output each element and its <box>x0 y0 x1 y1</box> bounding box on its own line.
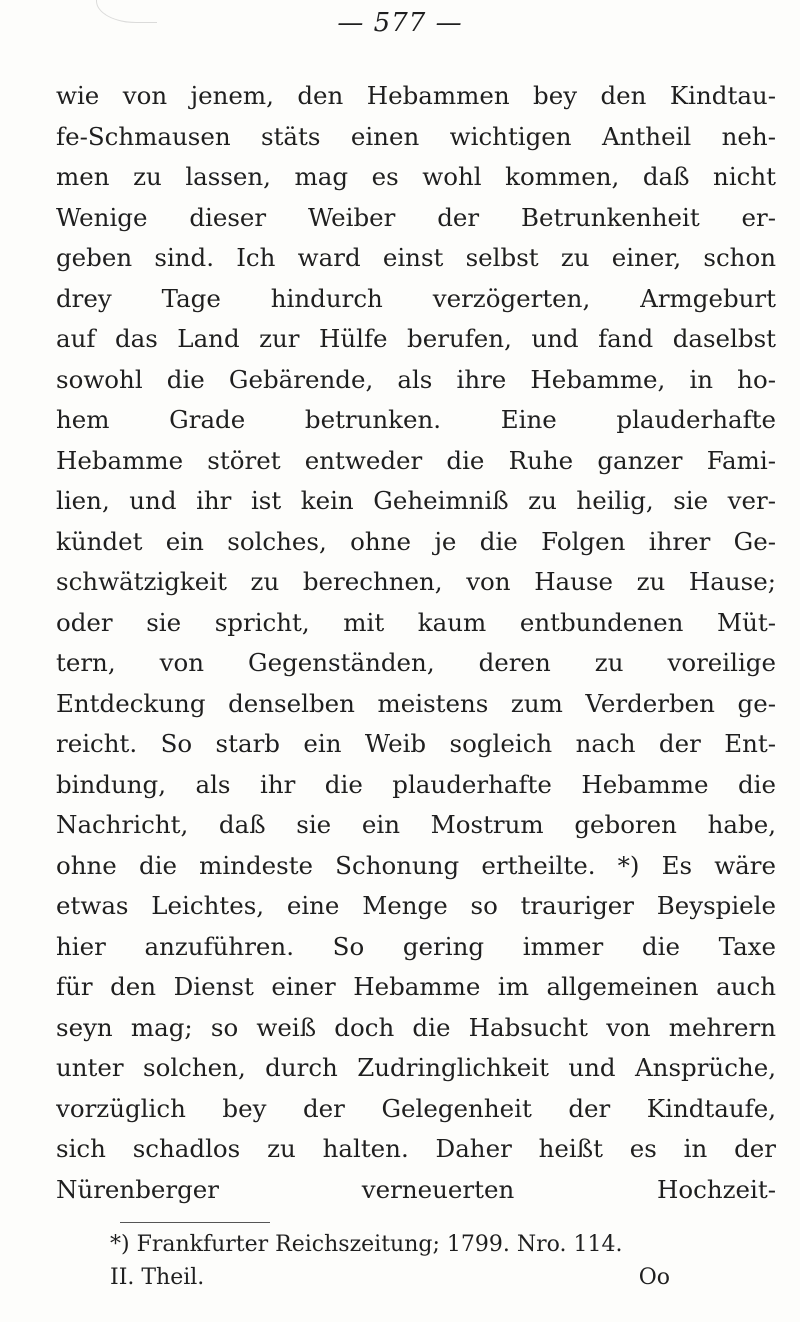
footnote-divider <box>120 1222 270 1223</box>
text-line: Nachricht, daß sie ein Mostrum geboren habe, <box>56 810 776 839</box>
text-line: etwas Leichtes, eine Menge so trauriger Beyspiele <box>56 891 776 920</box>
text-line: lien, und ihr ist kein Geheimniß zu heilig, sie ver- <box>56 486 776 515</box>
text-line: für den Dienst einer Hebamme im allgemeinen auch <box>56 972 776 1001</box>
text-line: bindung, als ihr die plauderhafte Hebamme die <box>56 769 776 799</box>
text-line: fe-Schmausen stäts einen wichtigen Antheil neh- <box>56 121 776 151</box>
text-line: ohne die mindeste Schonung ertheilte. *) Es wäre <box>56 850 776 880</box>
text-line: oder sie spricht, mit kaum entbundenen Müt- <box>56 607 776 637</box>
text-line: hem Grade betrunken. Eine plauderhafte <box>56 405 776 434</box>
text-line: Wenige dieser Weiber der Betrunkenheit er- <box>56 202 776 232</box>
text-line: sowohl die Gebärende, als ihre Hebamme, in ho- <box>56 364 776 394</box>
text-line: wie von jenem, den Hebammen bey den Kindtau- <box>56 81 776 110</box>
text-line: geben sind. Ich ward einst selbst zu einer, schon <box>56 243 776 272</box>
text-line: drey Tage hindurch verzögerten, Armgeburt <box>56 283 776 313</box>
text-line: men zu lassen, mag es wohl kommen, daß nicht <box>56 162 776 191</box>
volume-signature: II. Theil. <box>110 1265 205 1290</box>
text-line: sich schadlos zu halten. Daher heißt es in der <box>56 1134 776 1163</box>
text-line: seyn mag; so weiß doch die Habsucht von mehrern <box>56 1012 776 1042</box>
text-line: Hebamme störet entweder die Ruhe ganzer Fami- <box>56 445 776 475</box>
text-line: tern, von Gegenständen, deren zu voreilige <box>56 648 776 677</box>
text-line: auf das Land zur Hülfe berufen, und fand daselbst <box>56 324 776 353</box>
text-line: kündet ein solches, ohne je die Folgen ihrer Ge- <box>56 526 776 556</box>
text-line: vorzüglich bey der Gelegenheit der Kindtaufe, <box>56 1093 776 1123</box>
text-line: Nürenberger verneuerten Hochzeit- <box>56 1174 776 1204</box>
text-line: reicht. So starb ein Weib sogleich nach der Ent- <box>56 729 776 758</box>
text-line: schwätzigkeit zu berechnen, von Hause zu Hause; <box>56 567 776 596</box>
text-line: unter solchen, durch Zudringlichkeit und Ansprüche, <box>56 1053 776 1082</box>
page-number-header: — 577 — <box>337 8 463 38</box>
text-line: Entdeckung denselben meistens zum Verderben ge- <box>56 688 776 718</box>
gathering-signature: Oo <box>638 1265 670 1290</box>
signature-line <box>110 1263 670 1293</box>
text-line: hier anzuführen. So gering immer die Taxe <box>56 931 776 961</box>
footnote: *) Frankfurter Reichszeitung; 1799. Nro. 114. <box>110 1232 623 1257</box>
body-text <box>56 76 776 1210</box>
